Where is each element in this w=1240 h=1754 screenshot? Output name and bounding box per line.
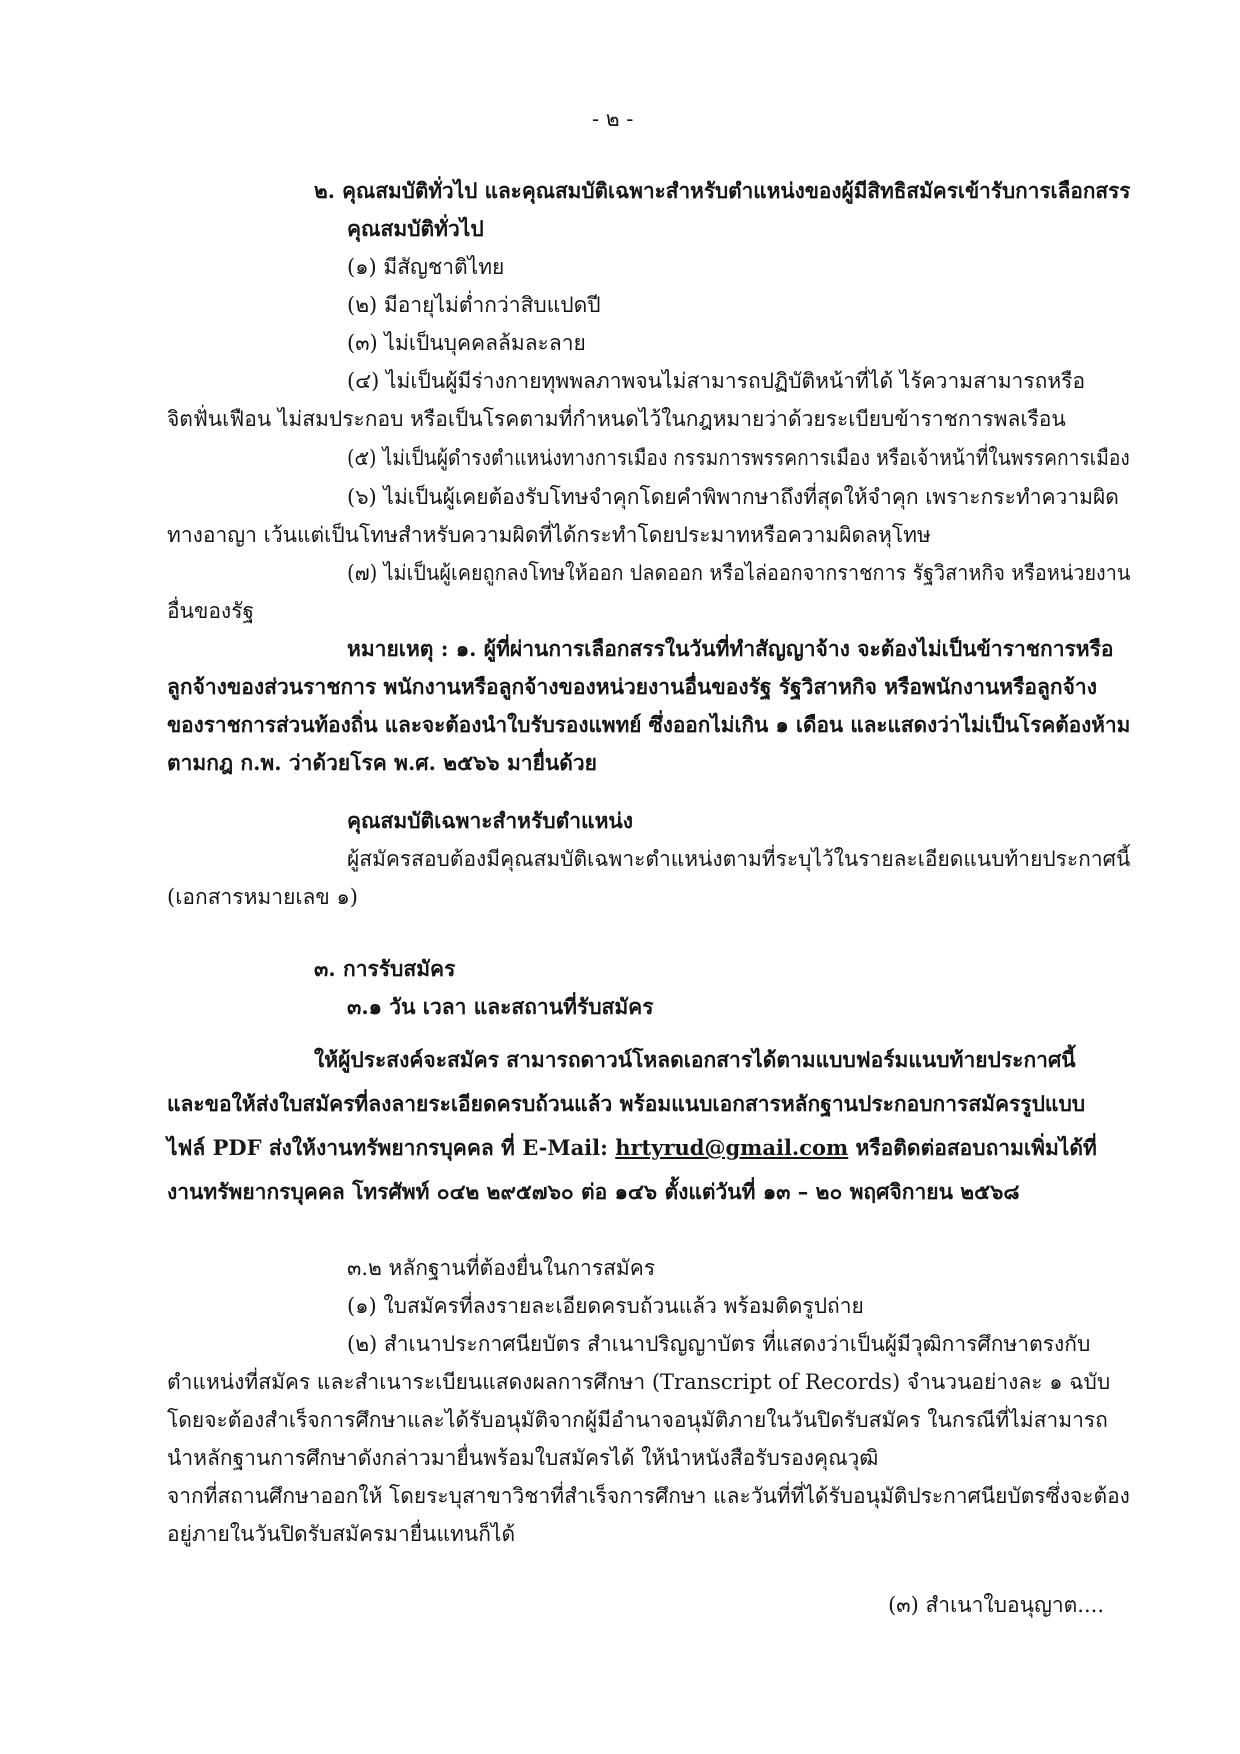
- general-item-1: (๑) มีสัญชาติไทย: [347, 255, 505, 279]
- section-3-2-item-2-line-4: นำหลักฐานการศึกษาดังกล่าวมายื่นพร้อมใบสมัครได้ ให้นำหนังสือรับรองคุณวุฒิ: [167, 1446, 879, 1470]
- section-3-2-item-1: (๑) ใบสมัครที่ลงรายละเอียดครบถ้วนแล้ว พร้อมติดรูปถ่าย: [347, 1294, 864, 1318]
- section-3-2-item-2-line-3: โดยจะต้องสำเร็จการศึกษาและได้รับอนุมัติจากผู้มีอำนาจอนุมัติภายในวันปิดรับสมัคร ในกรณีที่ไม่สามารถ: [167, 1408, 1108, 1432]
- section-3-1-title: ๓.๑ วัน เวลา และสถานที่รับสมัคร: [347, 994, 654, 1019]
- email-link[interactable]: hrtyrud@gmail.com: [615, 1135, 849, 1160]
- specific-qualifications-line-1: ผู้สมัครสอบต้องมีคุณสมบัติเฉพาะตำแหน่งตามที่ระบุไว้ในรายละเอียดแนบท้ายประกาศนี้: [347, 847, 1131, 871]
- section-3-heading: ๓. การรับสมัคร: [314, 956, 456, 981]
- general-item-6-line-2: ทางอาญา เว้นแต่เป็นโทษสำหรับความผิดที่ได้กระทำโดยประมาทหรือความผิดลหุโทษ: [167, 523, 931, 547]
- general-item-3: (๓) ไม่เป็นบุคคลล้มละลาย: [347, 331, 586, 355]
- section-3-1-line-4: งานทรัพยากรบุคคล โทรศัพท์ ๐๔๒ ๒๙๕๗๖๐ ต่อ ๑๔๖ ตั้งแต่วันที่ ๑๓ – ๒๐ พฤศจิกายน ๒๕๖๘: [167, 1179, 1020, 1204]
- general-item-7-line-2: อื่นของรัฐ: [167, 599, 255, 623]
- general-qualifications-title: คุณสมบัติทั่วไป: [347, 216, 484, 241]
- section-3-2-item-2-line-5: จากที่สถานศึกษาออกให้ โดยระบุสาขาวิชาที่สำเร็จการศึกษา และวันที่ที่ได้รับอนุมัติประกาศนียบัตรซึ่งจะต้อง: [167, 1484, 1130, 1508]
- note-line-3: ของราชการส่วนท้องถิ่น และจะต้องนำใบรับรองแพทย์ ซึ่งออกไม่เกิน ๑ เดือน และแสดงว่าไม่เป็นโรคต้องห้าม: [167, 712, 1131, 737]
- note-line-1: หมายเหตุ : ๑. ผู้ที่ผ่านการเลือกสรรในวันที่ทำสัญญาจ้าง จะต้องไม่เป็นข้าราชการหรือ: [347, 636, 1114, 661]
- section-3-2-item-2-line-6: อยู่ภายในวันปิดรับสมัครมายื่นแทนก็ได้: [167, 1522, 516, 1546]
- section-3-1-line-2: และขอให้ส่งใบสมัครที่ลงลายระเอียดครบถ้วนแล้ว พร้อมแนบเอกสารหลักฐานประกอบการสมัครรูปแบบ: [167, 1091, 1086, 1116]
- page-number: - ๒ -: [592, 107, 634, 131]
- general-item-6-line-1: (๖) ไม่เป็นผู้เคยต้องรับโทษจำคุกโดยคำพิพากษาถึงที่สุดให้จำคุก เพราะกระทำความผิด: [347, 485, 1119, 509]
- general-item-4-line-1: (๔) ไม่เป็นผู้มีร่างกายทุพพลภาพจนไม่สามารถปฏิบัติหน้าที่ได้ ไร้ความสามารถหรือ: [347, 369, 1086, 393]
- specific-qualifications-title: คุณสมบัติเฉพาะสำหรับตำแหน่ง: [347, 808, 634, 833]
- general-item-7-line-1: (๗) ไม่เป็นผู้เคยถูกลงโทษให้ออก ปลดออก หรือไล่ออกจากราชการ รัฐวิสาหกิจ หรือหน่วยงาน: [347, 561, 1131, 585]
- note-line-2: ลูกจ้างของส่วนราชการ พนักงานหรือลูกจ้างของหน่วยงานอื่นของรัฐ รัฐวิสาหกิจ หรือพนักงานหรือลูกจ้าง: [167, 674, 1097, 699]
- line-3-text-b: หรือติดต่อสอบถามเพิ่มได้ที่: [848, 1135, 1097, 1160]
- section-3-1-line-3: [167, 1133, 1097, 1163]
- section-3-2-item-2-line-2: ตำแหน่งที่สมัคร และสำเนาระเบียนแสดงผลการศึกษา (Transcript of Records) จำนวนอย่างละ ๑ ฉบับ: [167, 1370, 1111, 1394]
- general-item-2: (๒) มีอายุไม่ต่ำกว่าสิบแปดปี: [347, 293, 601, 317]
- general-item-4-line-2: จิตฟั่นเฟือน ไม่สมประกอบ หรือเป็นโรคตามที่กำหนดไว้ในกฎหมายว่าด้วยระเบียบข้าราชการพลเรือน: [167, 407, 1066, 431]
- general-item-5: (๕) ไม่เป็นผู้ดำรงตำแหน่งทางการเมือง กรรมการพรรคการเมือง หรือเจ้าหน้าที่ในพรรคการเมือง: [347, 446, 1130, 470]
- section-3-1-line-1: ให้ผู้ประสงค์จะสมัคร สามารถดาวน์โหลดเอกสารได้ตามแบบฟอร์มแนบท้ายประกาศนี้: [314, 1047, 1076, 1072]
- note-line-4: ตามกฎ ก.พ. ว่าด้วยโรค พ.ศ. ๒๕๖๖ มายื่นด้วย: [167, 750, 597, 775]
- specific-qualifications-line-2: (เอกสารหมายเลข ๑): [167, 885, 358, 909]
- section-2-heading: ๒. คุณสมบัติทั่วไป และคุณสมบัติเฉพาะสำหรับตำแหน่งของผู้มีสิทธิสมัครเข้ารับการเลือกสรร: [314, 178, 1131, 203]
- continuation-text: (๓) สำเนาใบอนุญาต....: [888, 1593, 1104, 1617]
- section-3-2-item-2-line-1: (๒) สำเนาประกาศนียบัตร สำเนาปริญญาบัตร ที่แสดงว่าเป็นผู้มีวุฒิการศึกษาตรงกับ: [347, 1332, 1091, 1356]
- line-3-text-a: ไฟล์ PDF ส่งให้งานทรัพยากรบุคคล ที่ E-Mail:: [167, 1135, 616, 1160]
- section-3-2-title: ๓.๒ หลักฐานที่ต้องยื่นในการสมัคร: [347, 1256, 656, 1280]
